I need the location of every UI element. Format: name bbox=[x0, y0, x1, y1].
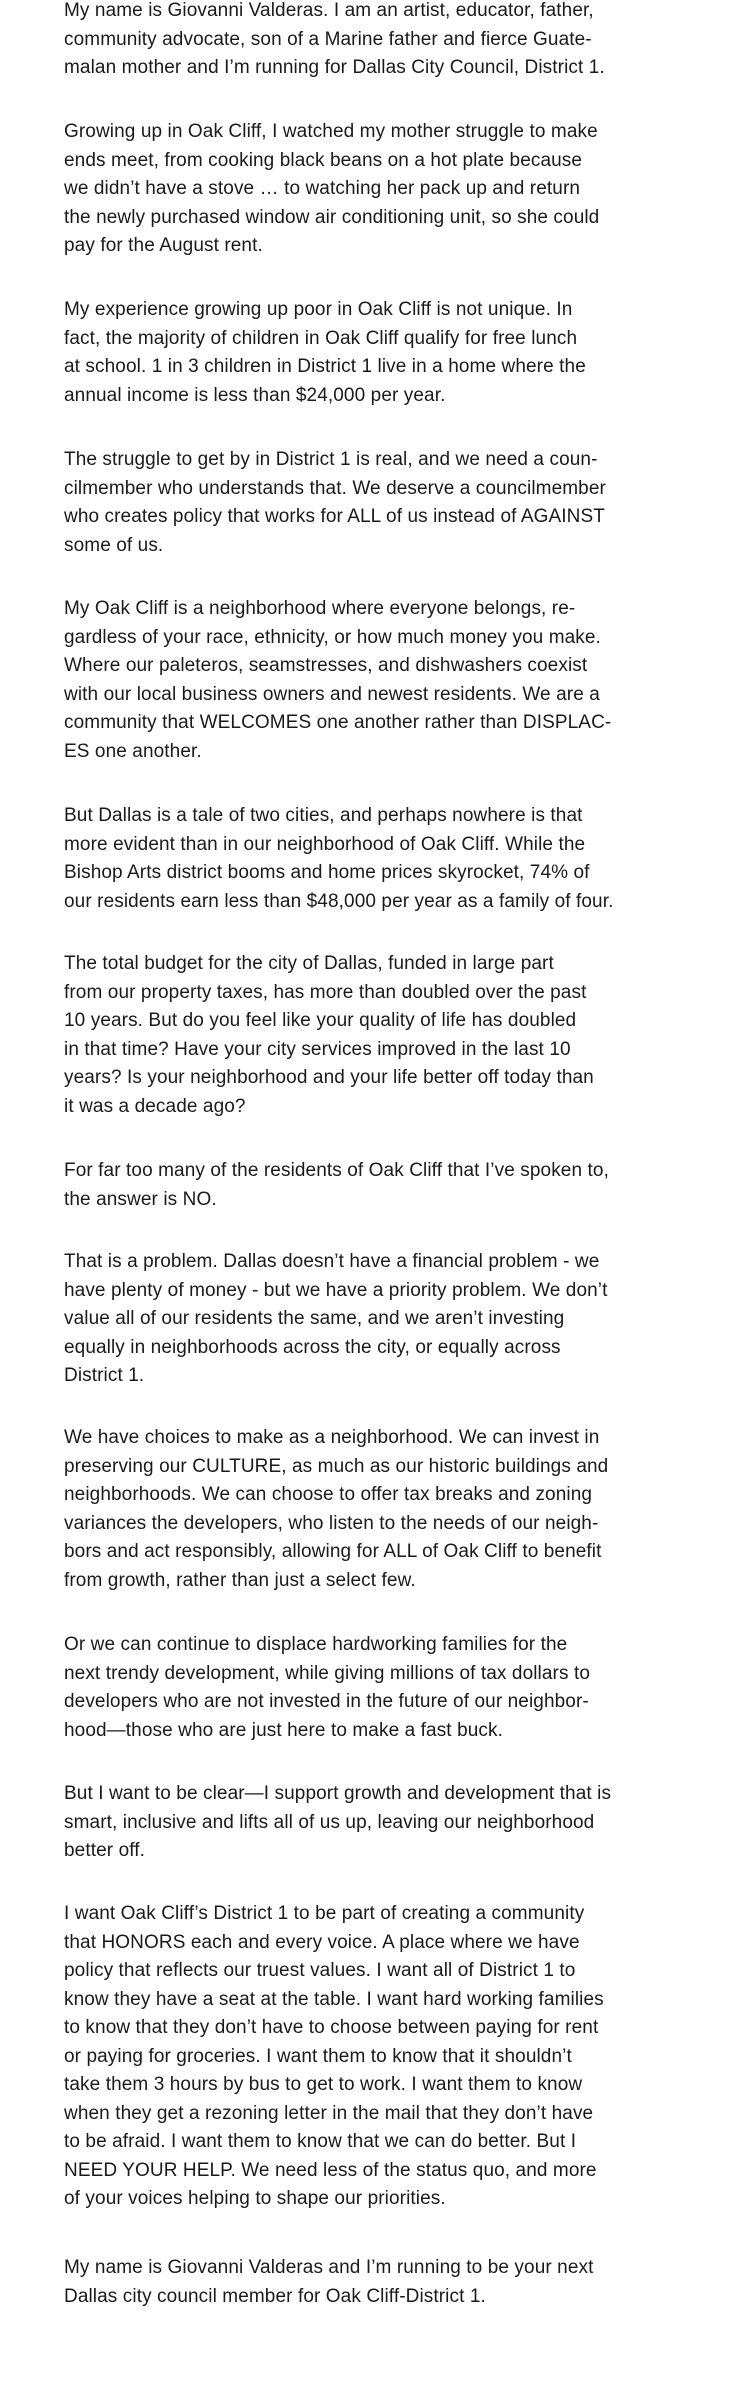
paragraph-struggle bbox=[64, 446, 674, 560]
paragraph-answer-no bbox=[64, 1157, 674, 1214]
text-line: equally in neighborhoods across the city, or equally across bbox=[64, 1336, 561, 1358]
text-line: to know that they don’t have to choose between paying for rent bbox=[64, 2017, 599, 2038]
text-line: I want Oak Cliff’s District 1 to be part of creating a community bbox=[64, 1903, 585, 1924]
text-line: 10 years. But do you feel like your quality of life has doubled bbox=[64, 1010, 577, 1031]
text-line: preserving our CULTURE, as much as our historic buildings and bbox=[64, 1455, 609, 1477]
text-line: the answer is NO. bbox=[64, 1188, 217, 1210]
text-line: from growth, rather than just a select few. bbox=[64, 1569, 416, 1591]
paragraph-choices bbox=[64, 1424, 674, 1595]
text-line: with our local business owners and newest residents. We are a bbox=[64, 683, 600, 705]
text-line: community that WELCOMES one another rather than DISPLAC- bbox=[64, 712, 612, 733]
paragraph-intro bbox=[64, 0, 674, 83]
text-line: developers who are not invested in the future of our neighbor- bbox=[64, 1691, 589, 1712]
text-line: or paying for groceries. I want them to know that it shouldn’t bbox=[64, 2045, 572, 2067]
text-line: know they have a seat at the table. I want hard working families bbox=[64, 1988, 604, 2010]
text-line: that HONORS each and every voice. A place where we have bbox=[64, 1931, 580, 1953]
paragraph-closing bbox=[64, 2254, 674, 2311]
paragraph-tale-of-two-cities bbox=[64, 802, 674, 916]
text-line: My experience growing up poor in Oak Cliff is not unique. In bbox=[64, 299, 573, 320]
text-line: Where our paleteros, seamstresses, and dishwashers coexist bbox=[64, 655, 588, 676]
text-line: years? Is your neighborhood and your life better off today than bbox=[64, 1067, 594, 1088]
text-line: bors and act responsibly, allowing for ALL of Oak Cliff to benefit bbox=[64, 1541, 602, 1562]
paragraph-budget bbox=[64, 950, 674, 1121]
text-line: to be afraid. I want them to know that we can do better. But I bbox=[64, 2131, 577, 2152]
paragraph-displace bbox=[64, 1631, 674, 1745]
text-line: neighborhoods. We can choose to offer tax breaks and zoning bbox=[64, 1484, 593, 1505]
text-line: The total budget for the city of Dallas, funded in large part bbox=[64, 953, 554, 974]
text-line: NEED YOUR HELP. We need less of the status quo, and more bbox=[64, 2159, 597, 2181]
text-line: Growing up in Oak Cliff, I watched my mother struggle to make bbox=[64, 121, 598, 142]
text-line: when they get a rezoning letter in the mail that they don’t have bbox=[64, 2102, 594, 2124]
paragraph-priority-problem bbox=[64, 1248, 674, 1391]
text-line: That is a problem. Dallas doesn’t have a financial problem - we bbox=[64, 1251, 600, 1272]
text-line: variances the developers, who listen to the needs of our neigh- bbox=[64, 1512, 599, 1534]
text-line: My Oak Cliff is a neighborhood where everyone belongs, re- bbox=[64, 598, 576, 619]
text-line: from our property taxes, has more than doubled over the past bbox=[64, 981, 587, 1003]
text-line: hood—those who are just here to make a fast buck. bbox=[64, 1719, 503, 1741]
text-line: more evident than in our neighborhood of Oak Cliff. While the bbox=[64, 833, 586, 855]
text-line: Bishop Arts district booms and home prices skyrocket, 74% of bbox=[64, 862, 590, 883]
text-line: ends meet, from cooking black beans on a hot plate because bbox=[64, 149, 583, 171]
text-line: the newly purchased window air conditioning unit, so she could bbox=[64, 206, 600, 228]
text-line: some of us. bbox=[64, 534, 164, 556]
text-line: pay for the August rent. bbox=[64, 235, 263, 256]
text-line: value all of our residents the same, and we aren’t investing bbox=[64, 1308, 565, 1329]
text-line: next trendy development, while giving millions of tax dollars to bbox=[64, 1662, 590, 1684]
text-line: policy that reflects our truest values. I want all of District 1 to bbox=[64, 1960, 576, 1981]
text-line: at school. 1 in 3 children in District 1 live in a home where the bbox=[64, 356, 586, 377]
text-line: For far too many of the residents of Oak Cliff that I’ve spoken to, bbox=[64, 1160, 609, 1181]
text-line: District 1. bbox=[64, 1365, 145, 1386]
text-line: The struggle to get by in District 1 is real, and we need a coun- bbox=[64, 449, 598, 470]
text-line: ES one another. bbox=[64, 740, 202, 762]
text-line: My name is Giovanni Valderas. I am an artist, educator, father, bbox=[64, 0, 594, 21]
text-line: Or we can continue to displace hardworking families for the bbox=[64, 1634, 568, 1655]
text-line: community advocate, son of a Marine father and fierce Guate- bbox=[64, 28, 592, 50]
text-line: But I want to be clear—I support growth and development that is bbox=[64, 1783, 612, 1804]
text-line: have plenty of money - but we have a priority problem. We don’t bbox=[64, 1279, 608, 1301]
text-line: We have choices to make as a neighborhood. We can invest in bbox=[64, 1427, 600, 1448]
text-line: cilmember who understands that. We deserve a councilmember bbox=[64, 477, 606, 499]
text-line: we didn’t have a stove … to watching her pack up and return bbox=[64, 178, 581, 199]
paragraph-be-clear bbox=[64, 1780, 674, 1866]
text-line: fact, the majority of children in Oak Cliff qualify for free lunch bbox=[64, 327, 578, 349]
text-line: annual income is less than $24,000 per year. bbox=[64, 384, 446, 406]
text-line: malan mother and I’m running for Dallas City Council, District 1. bbox=[64, 57, 605, 78]
text-line: gardless of your race, ethnicity, or how much money you make. bbox=[64, 626, 601, 648]
paragraph-growing-up bbox=[64, 118, 674, 261]
paragraph-my-oak-cliff bbox=[64, 595, 674, 766]
text-line: smart, inclusive and lifts all of us up, leaving our neighborhood bbox=[64, 1811, 595, 1833]
text-line: of your voices helping to shape our priorities. bbox=[64, 2188, 446, 2209]
text-line: take them 3 hours by bus to get to work. I want them to know bbox=[64, 2074, 583, 2095]
text-line: our residents earn less than $48,000 per year as a family of four. bbox=[64, 890, 614, 912]
text-line: Dallas city council member for Oak Cliff-District 1. bbox=[64, 2285, 486, 2307]
paragraph-experience bbox=[64, 296, 674, 410]
paragraph-i-want bbox=[64, 1900, 674, 2214]
text-line: better off. bbox=[64, 1840, 146, 1861]
text-line: My name is Giovanni Valderas and I’m running to be your next bbox=[64, 2257, 594, 2278]
text-line: But Dallas is a tale of two cities, and perhaps nowhere is that bbox=[64, 805, 583, 826]
text-line: in that time? Have your city services improved in the last 10 bbox=[64, 1038, 571, 1060]
text-line: who creates policy that works for ALL of us instead of AGAINST bbox=[64, 506, 605, 527]
text-line: it was a decade ago? bbox=[64, 1095, 246, 1117]
